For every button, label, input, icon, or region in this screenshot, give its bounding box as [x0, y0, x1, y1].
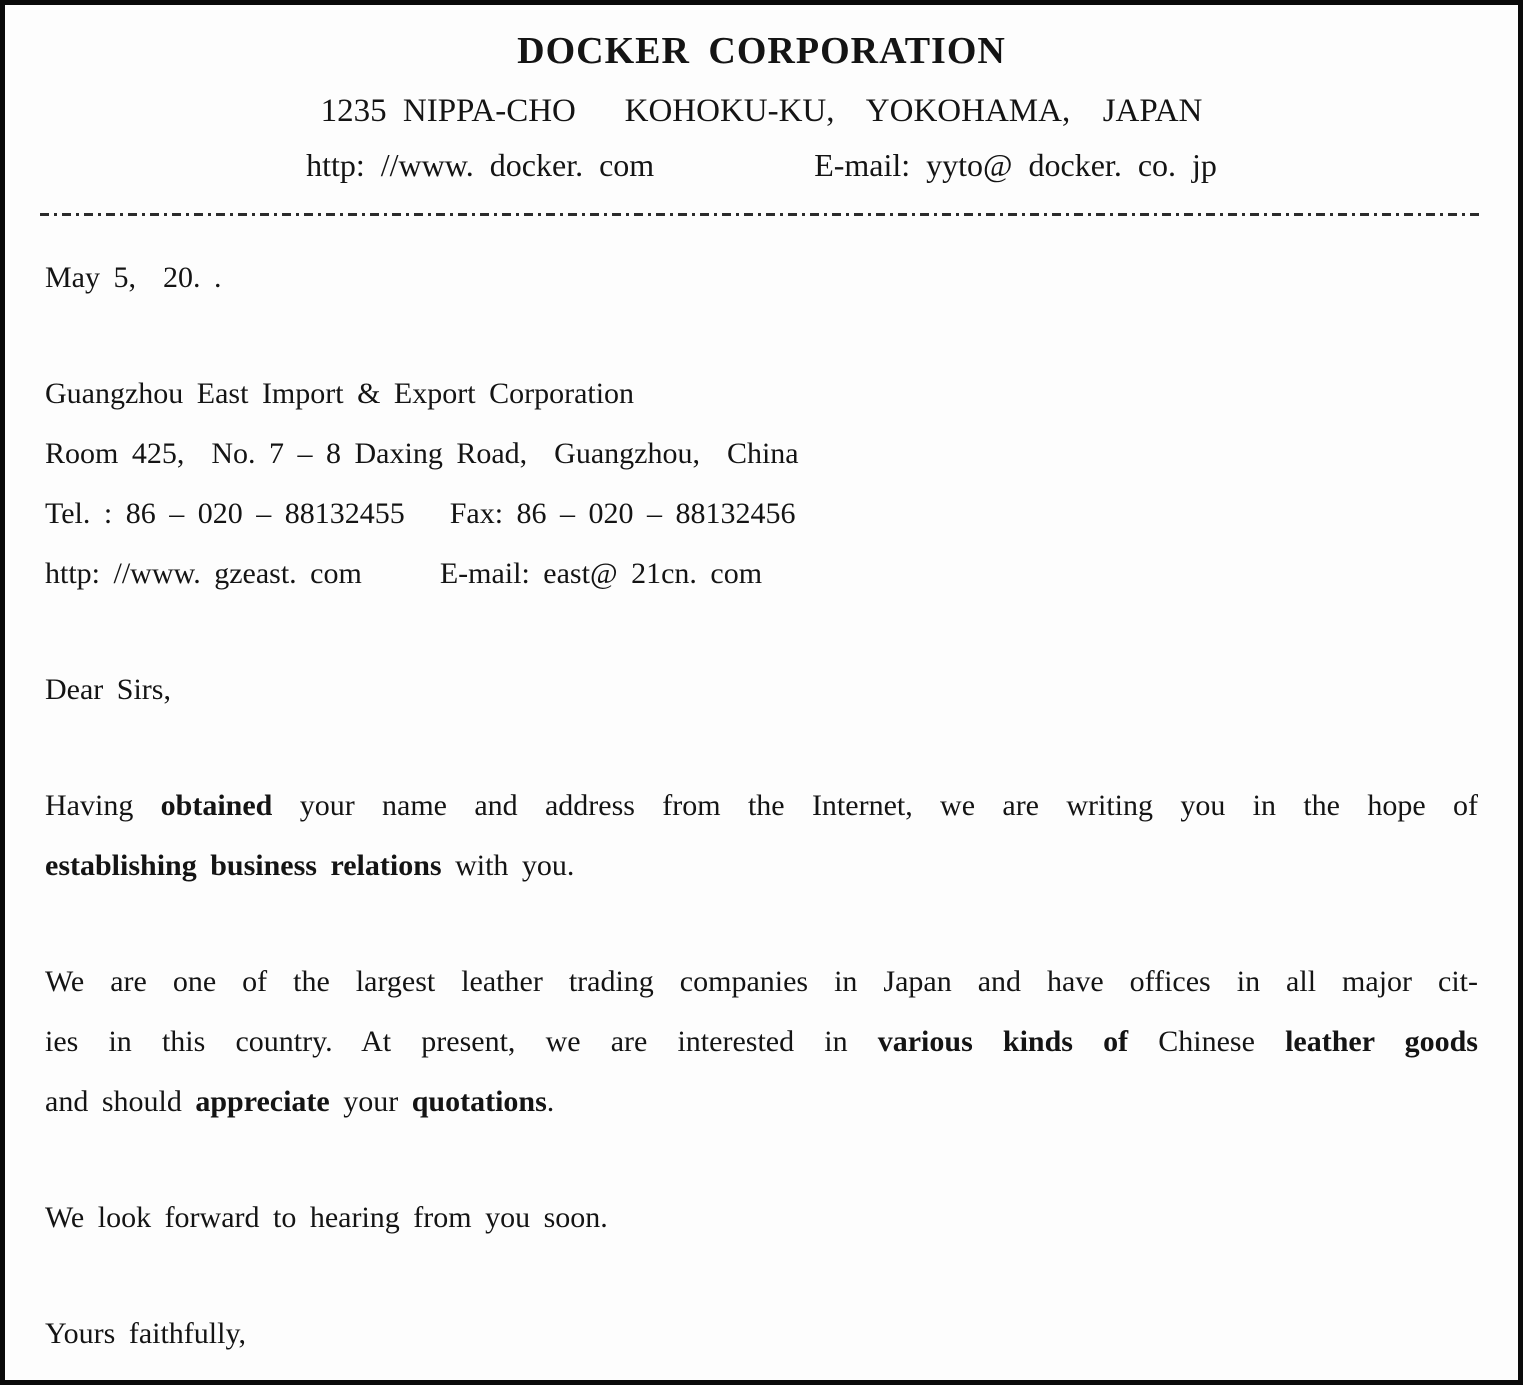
bold-text-run: various kinds of	[877, 1025, 1129, 1058]
text-run: Chinese	[1128, 1025, 1286, 1058]
recipient-email: E-mail: east@ 21cn. com	[439, 557, 763, 590]
bold-text-run: establishing business relations	[45, 849, 442, 882]
recipient-block	[45, 364, 1478, 604]
text-run: Having	[45, 789, 161, 822]
company-address: 1235 NIPPA-CHO KOHOKU-KU, YOKOHAMA, JAPAN	[320, 93, 1203, 129]
bold-text-run: appreciate	[195, 1085, 330, 1118]
text-run: .	[546, 1085, 555, 1118]
recipient-tel: Tel. : 86 – 020 – 88132455	[45, 497, 405, 530]
company-name: DOCKER CORPORATION	[517, 30, 1006, 72]
bold-text-run: quotations	[411, 1085, 547, 1118]
letter-date: May 5, 20. .	[45, 261, 222, 294]
recipient-telfax-row	[45, 484, 1478, 544]
paragraph-line	[45, 1012, 1478, 1072]
recipient-website: http: //www. gzeast. com	[45, 557, 362, 590]
bold-text-run: leather goods	[1285, 1025, 1478, 1058]
letter-body	[40, 248, 1483, 1364]
signoff: Yours faithfully,	[45, 1317, 247, 1350]
closing-line: We look forward to hearing from you soon.	[45, 1201, 608, 1234]
paragraph	[45, 776, 1478, 896]
paragraph-line	[45, 952, 1478, 1012]
company-website: http: //www. docker. com	[306, 147, 655, 183]
bold-text-run: obtained	[160, 789, 273, 822]
company-contacts-row	[40, 143, 1483, 187]
text-run: We are one of the largest leather trading companies in Japan and have offices in all major cit-	[45, 965, 1478, 998]
paragraph-line	[45, 1072, 1478, 1132]
recipient-webmail-row	[45, 544, 1478, 604]
salutation: Dear Sirs,	[45, 673, 171, 706]
text-run: your name and address from the Internet, we are writing you in the hope of	[272, 789, 1478, 822]
recipient-address: Room 425, No. 7 – 8 Daxing Road, Guangzhou, China	[45, 437, 799, 470]
paragraph	[45, 952, 1478, 1132]
paragraph-line	[45, 836, 1478, 896]
recipient-name: Guangzhou East Import & Export Corporation	[45, 377, 635, 410]
paragraph-line	[45, 776, 1478, 836]
letterhead	[40, 29, 1483, 187]
text-run: your	[329, 1085, 412, 1118]
company-email: E-mail: yyto@ docker. co. jp	[814, 147, 1217, 183]
text-run: and should	[45, 1085, 196, 1118]
recipient-fax: Fax: 86 – 020 – 88132456	[449, 497, 796, 530]
text-run: with you.	[441, 849, 575, 882]
text-run: ies in this country. At present, we are interested in	[45, 1025, 878, 1058]
divider-dashed-line	[40, 213, 1483, 216]
body-paragraphs	[45, 776, 1478, 1132]
